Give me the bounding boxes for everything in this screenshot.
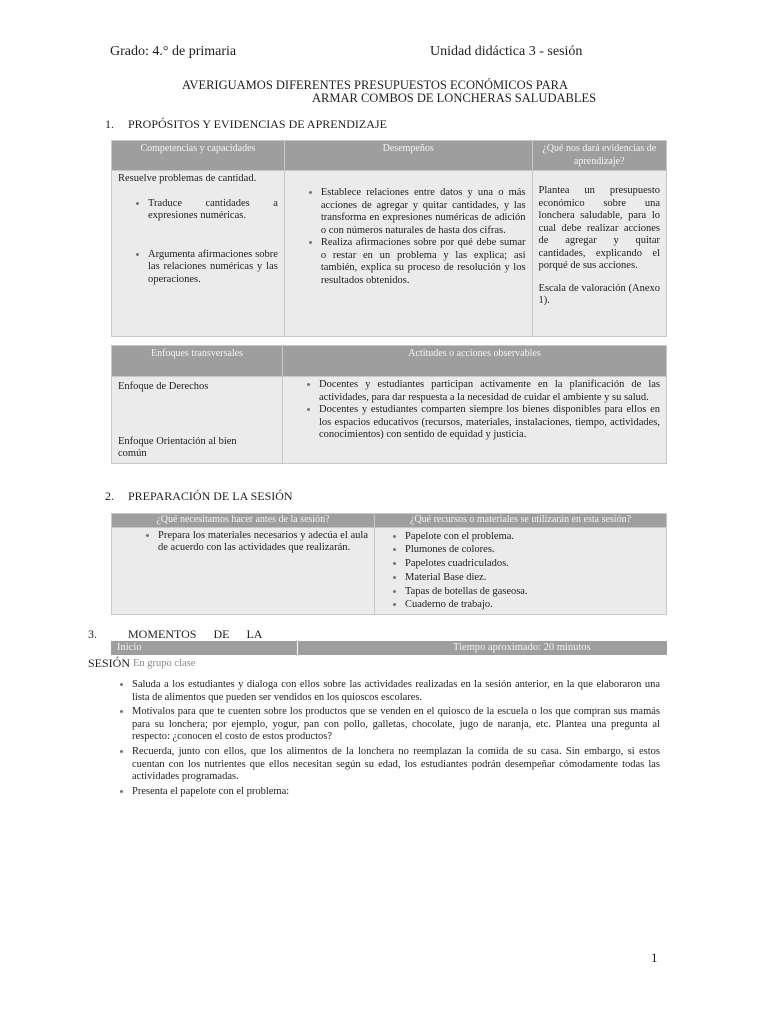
doc-title-line2: ARMAR COMBOS DE LONCHERAS SALUDABLES	[312, 91, 597, 105]
section2-title: PREPARACIÓN DE LA SESIÓN	[128, 489, 293, 503]
action-item: • Docentes y estudiantes comparten siempre los bienes disponibles para ellos en los espacios educativos (recursos, materiales, instalaciones, tiempo, actividades, conocimientos) con sentido de equidad y justicia.	[319, 404, 660, 442]
evidence-text: Plantea un presupuesto económico sobre una lonchera saludable, para lo cual debe realizar acciones de agregar y quitar cantidades, explicando el porqué de sus acciones.	[538, 185, 660, 271]
before-cell	[112, 527, 375, 615]
material-item: • Plumones de colores.	[405, 543, 660, 557]
capacity-item: • Traduce cantidades a expresiones numéricas.	[148, 198, 278, 223]
header-desempenos: Desempeños	[284, 141, 532, 171]
approach-rights: Enfoque de Derechos	[118, 381, 209, 392]
evidence-cell	[532, 171, 666, 337]
time-label: Tiempo aproximado: 20 minutos	[453, 642, 591, 653]
start-label: Inicio	[117, 642, 142, 653]
performance-cell	[284, 171, 532, 337]
section1-title: PROPÓSITOS Y EVIDENCIAS DE APRENDIZAJE	[128, 117, 387, 131]
activity-item: • Motívalos para que te cuenten sobre los productos que se venden en el quiosco de la escuela o los que compran sus mamás para su lonchera; por ejemplo, yogur, pan con pollo, galletas, chocolate, jugo de naranja, etc. Plantea una pregunta al respecto: ¿conocen el costo de estos productos?	[132, 706, 660, 744]
header-evidencias: ¿Qué nos dará evidencias de aprendizaje?	[532, 141, 666, 171]
activity-item: • Presenta el papelote con el problema:	[132, 786, 660, 799]
materials-cell	[375, 527, 667, 615]
material-item: • Papelote con el problema.	[405, 530, 660, 544]
material-item: • Cuaderno de trabajo.	[405, 598, 660, 612]
section1-number: 1.	[105, 117, 114, 131]
activity-item: • Saluda a los estudiantes y dialoga con ellos sobre las actividades realizadas en la sesión anterior, en la que elaboraron una lista de alimentos que pueden ser vendidos en los quioscos escolares.	[132, 679, 660, 704]
approach-common-good: Enfoque Orientación al bien común	[118, 435, 237, 459]
competence-text: Resuelve problemas de cantidad.	[118, 173, 257, 184]
material-item: • Papelotes cuadriculados.	[405, 557, 660, 571]
page-number: 1	[651, 950, 658, 965]
purposes-table	[111, 140, 667, 337]
header-before: ¿Qué necesitamos hacer antes de la sesión?	[112, 514, 375, 528]
preparation-table	[111, 513, 667, 615]
before-item: • Prepara los materiales necesarios y adecúa el aula de acuerdo con las actividades que realizarán.	[158, 530, 368, 555]
header-actitudes: Actitudes o acciones observables	[283, 346, 667, 377]
grade-label: Grado: 4.° de primaria	[110, 44, 237, 59]
start-bar-divider	[297, 641, 298, 655]
section3-number: 3.	[88, 627, 97, 641]
approaches-table	[111, 345, 667, 464]
performance-item: • Realiza afirmaciones sobre por qué debe sumar o restar en un problema y las explica; así también, explica su proceso de resolución y los resultados obtenidos.	[321, 237, 526, 287]
approaches-cell	[112, 377, 283, 464]
header-competencias: Competencias y capacidades	[112, 141, 285, 171]
material-item: • Material Base diez.	[405, 571, 660, 585]
header-materials: ¿Qué recursos o materiales se utilizarán en esta sesión?	[375, 514, 667, 528]
section2-number: 2.	[105, 489, 114, 503]
competence-cell	[112, 171, 285, 337]
performance-item: • Establece relaciones entre datos y una o más acciones de agregar y quitar cantidades, y las transforma en expresiones numéricas de adición o con números naturales de hasta dos cifras.	[321, 187, 526, 237]
activity-item: • Recuerda, junto con ellos, que los alimentos de la lonchera no reemplazan la comida de su casa. Sin embargo, si estos cuentan con los nutrientes que ellos necesitan según su edad, los estudiantes podrán desempeñar cómodamente todas las actividades programadas.	[132, 746, 660, 784]
doc-title-line1: AVERIGUAMOS DIFERENTES PRESUPUESTOS ECONÓMICOS PARA	[182, 78, 568, 92]
section3-title-cont: SESIÓN	[88, 656, 131, 670]
actions-cell	[283, 377, 667, 464]
header-enfoques: Enfoques transversales	[112, 346, 283, 377]
start-activities	[112, 679, 660, 800]
evidence-scale: Escala de valoración (Anexo 1).	[538, 282, 660, 306]
material-item: • Tapas de botellas de gaseosa.	[405, 585, 660, 599]
capacity-item: • Argumenta afirmaciones sobre las relaciones numéricas y las operaciones.	[148, 249, 278, 287]
section3-title: MOMENTOS DE LA	[128, 627, 263, 641]
start-bar	[111, 641, 667, 655]
action-item: • Docentes y estudiantes participan activamente en la planificación de las actividades, para dar respuesta a la necesidad de cuidar el ambiente y su salud.	[319, 379, 660, 404]
unit-label: Unidad didáctica 3 - sesión	[430, 44, 583, 59]
group-label: En grupo clase	[133, 658, 196, 669]
